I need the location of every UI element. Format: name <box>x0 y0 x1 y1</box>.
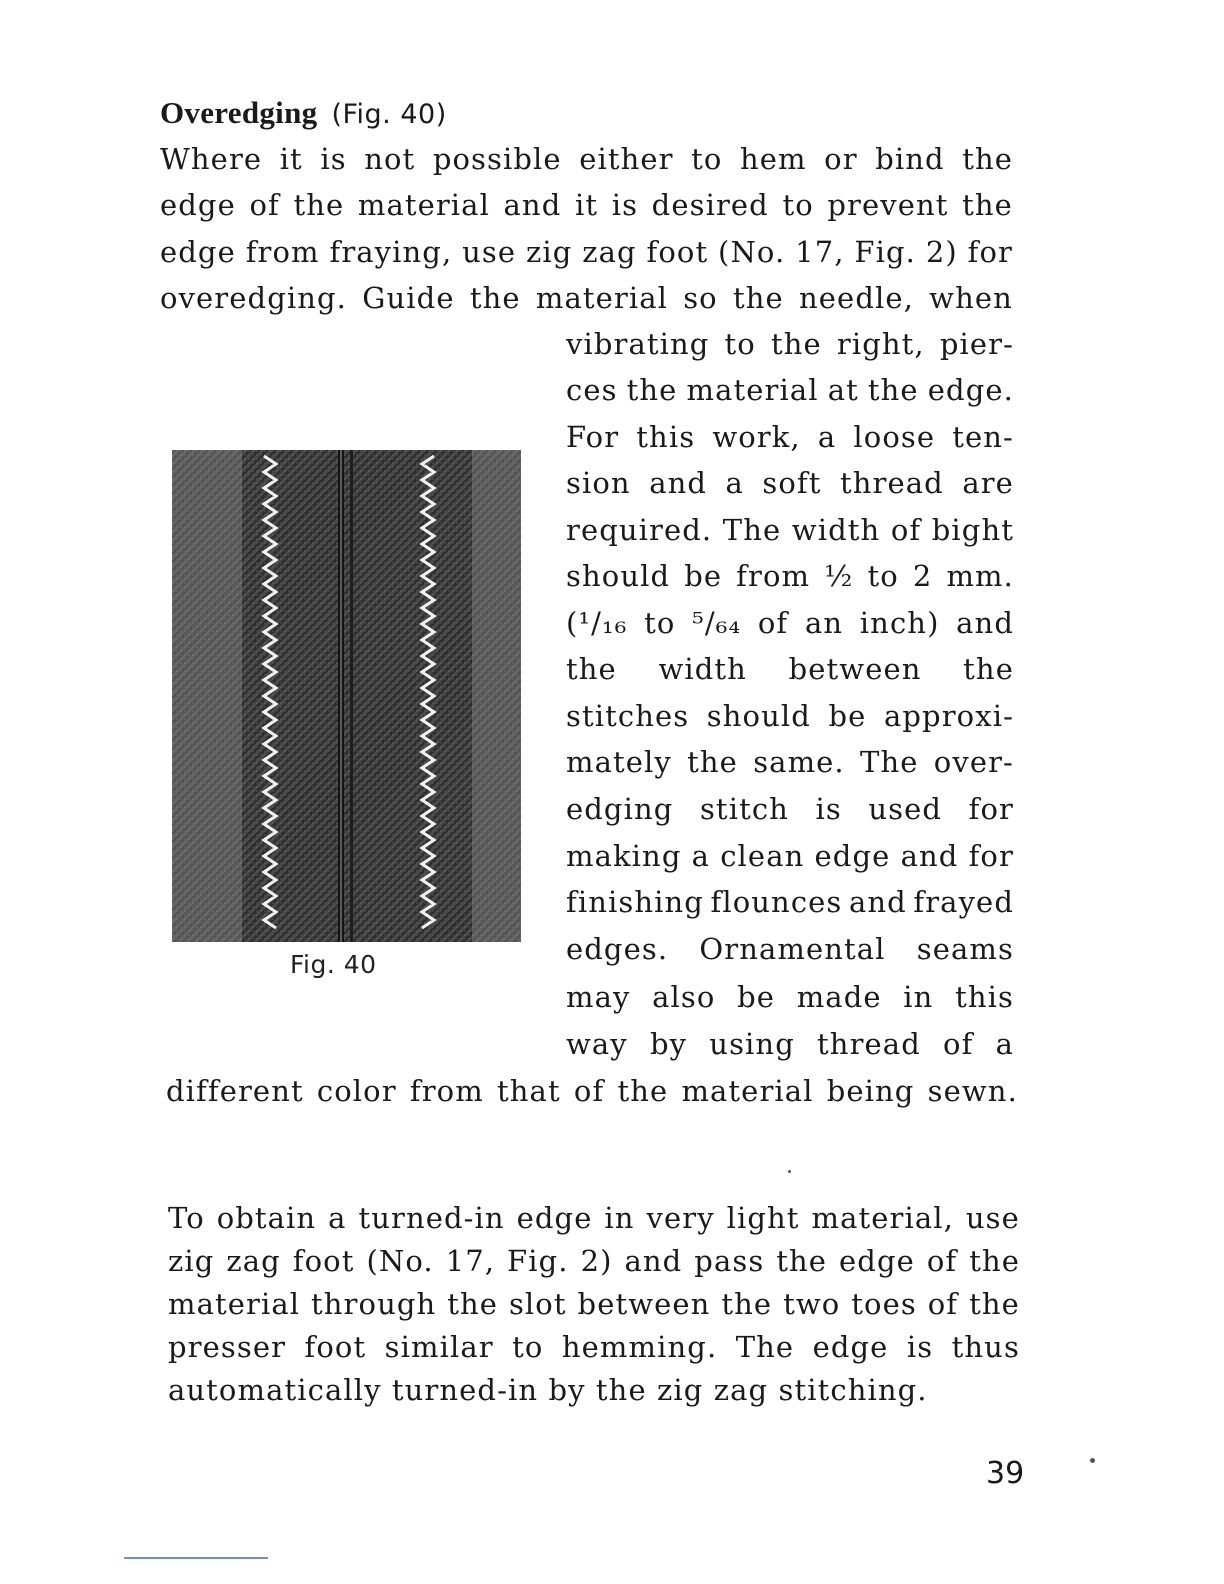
body-line <box>566 1027 1014 1061</box>
body-line <box>160 235 1013 269</box>
word: use <box>462 235 517 269</box>
word: edge <box>516 1201 593 1235</box>
word: possible <box>432 142 562 176</box>
word: presser <box>168 1330 287 1364</box>
word: (No. <box>718 235 786 269</box>
body-line <box>160 188 1013 222</box>
word: a <box>691 839 711 873</box>
word: the <box>447 1287 499 1321</box>
word: be <box>737 980 776 1014</box>
word: ces <box>566 373 618 407</box>
body-line <box>566 699 1014 733</box>
word: when <box>929 281 1013 315</box>
body-line <box>566 513 1014 547</box>
body-line <box>166 1074 1018 1108</box>
word: hem <box>739 142 807 176</box>
word: foot <box>304 1330 367 1364</box>
word: color <box>316 1074 397 1108</box>
word: over- <box>933 745 1014 779</box>
word: The <box>860 745 919 779</box>
word: edge <box>814 839 891 873</box>
word: inch) <box>859 606 940 640</box>
word: should <box>566 559 671 593</box>
word: to <box>691 142 723 176</box>
word: edge <box>160 188 236 222</box>
word: To <box>168 1201 205 1235</box>
word: sewn. <box>927 1074 1018 1108</box>
word: mately <box>566 745 672 779</box>
word: to <box>724 327 756 361</box>
word: the <box>626 373 678 407</box>
word: and <box>900 839 959 873</box>
word: and <box>956 606 1014 640</box>
word: of <box>890 513 922 547</box>
word: the <box>721 1287 773 1321</box>
word: use <box>965 1201 1020 1235</box>
word: Where <box>160 142 263 176</box>
word: ten- <box>952 420 1014 454</box>
word: The <box>722 513 782 547</box>
word: in <box>903 980 934 1014</box>
word: edging <box>566 792 674 826</box>
word: right, <box>836 327 925 361</box>
word: that <box>497 1074 561 1108</box>
word: by <box>649 1027 688 1061</box>
body-line <box>566 652 1014 686</box>
word: the <box>469 281 521 315</box>
word: finishing <box>566 885 704 919</box>
word: made <box>796 980 882 1014</box>
word: thread <box>817 1027 921 1061</box>
word: obtain <box>216 1201 317 1235</box>
word: from <box>245 235 320 269</box>
word: of <box>573 1074 605 1108</box>
word: Fig. <box>507 1244 569 1278</box>
word: between <box>577 1287 711 1321</box>
word: for <box>968 839 1014 873</box>
word: flounces <box>710 885 843 919</box>
word: edge <box>839 1244 915 1278</box>
body-line <box>160 281 1013 315</box>
word: hemming. <box>561 1330 718 1364</box>
word: zig <box>525 235 573 269</box>
word: the <box>969 1287 1020 1321</box>
word: foot <box>646 235 709 269</box>
word: sion <box>566 466 631 500</box>
word: work, <box>712 420 801 454</box>
word: way <box>566 1027 628 1061</box>
word: the <box>969 1244 1020 1278</box>
heading-figure-ref: (Fig. 40) <box>331 99 447 130</box>
word: bind <box>875 142 945 176</box>
word: edge. <box>927 373 1014 407</box>
word: zig <box>168 1244 215 1278</box>
word: desired <box>651 188 769 222</box>
word: Fig. <box>854 235 916 269</box>
word: is <box>906 1330 934 1364</box>
word: ½ <box>824 559 854 593</box>
word: this <box>636 420 696 454</box>
word: frayed <box>913 885 1014 919</box>
word: prevent <box>827 188 949 222</box>
word: thus <box>951 1330 1020 1364</box>
word: for <box>967 235 1013 269</box>
word: of <box>926 1244 958 1278</box>
word: to <box>867 559 899 593</box>
body-line <box>168 1330 1020 1364</box>
page-number: 39 <box>986 1456 1025 1491</box>
word: the <box>732 281 784 315</box>
word: a <box>817 420 837 454</box>
word: same. <box>753 745 845 779</box>
word: vibrating <box>566 327 710 361</box>
word: (¹/₁₆ <box>566 606 628 640</box>
word: the <box>770 327 822 361</box>
word: width <box>658 652 747 686</box>
word: it <box>574 188 599 222</box>
word: an <box>804 606 844 640</box>
word: 17, <box>795 235 845 269</box>
body-line <box>566 839 1014 873</box>
word: or <box>824 142 858 176</box>
body-line <box>566 885 1014 919</box>
figure-40-image <box>172 450 521 942</box>
word: the <box>566 652 617 686</box>
footer-rule <box>124 1557 268 1559</box>
word: bight <box>931 513 1014 547</box>
body-line <box>566 980 1014 1014</box>
word: material, <box>811 1201 954 1235</box>
word: two <box>783 1287 841 1321</box>
word: 2 <box>912 559 933 593</box>
body-line <box>168 1244 1020 1278</box>
word: different <box>166 1074 304 1108</box>
word: The <box>735 1330 795 1364</box>
scan-speck <box>1090 1458 1095 1463</box>
word: Guide <box>362 281 455 315</box>
word: required. <box>566 513 713 547</box>
word: slot <box>508 1287 567 1321</box>
word: from <box>736 559 811 593</box>
word: from <box>409 1074 484 1108</box>
word: Ornamental <box>699 932 886 966</box>
word: zag <box>226 1244 281 1278</box>
word: this <box>955 980 1014 1014</box>
body-line <box>566 466 1014 500</box>
word: of <box>927 1287 959 1321</box>
word: and <box>624 1244 683 1278</box>
word: a <box>995 1027 1014 1061</box>
word: through <box>311 1287 437 1321</box>
word: (No. <box>366 1244 434 1278</box>
scan-speck <box>788 1170 791 1173</box>
word: the <box>962 142 1013 176</box>
word: to <box>644 606 676 640</box>
body-line <box>566 745 1014 779</box>
word: and <box>649 466 708 500</box>
word: so <box>683 281 718 315</box>
word: either <box>579 142 674 176</box>
word: edge <box>160 235 236 269</box>
word: the <box>962 188 1013 222</box>
word: should <box>706 699 811 733</box>
figure-caption: Fig. 40 <box>290 950 377 979</box>
word: using <box>709 1027 795 1061</box>
word: a <box>328 1201 347 1235</box>
word: used <box>868 792 943 826</box>
word: of <box>249 188 280 222</box>
body-line <box>168 1201 1020 1235</box>
word: a <box>725 466 744 500</box>
body-line <box>566 373 1014 407</box>
word: to <box>782 188 814 222</box>
word: material <box>168 1287 301 1321</box>
word: similar <box>384 1330 494 1364</box>
body-line <box>566 420 1014 454</box>
word: be <box>684 559 723 593</box>
word: is <box>815 792 842 826</box>
word: light <box>726 1201 800 1235</box>
word: of <box>943 1027 974 1061</box>
body-line <box>566 606 1014 640</box>
word: being <box>826 1074 915 1108</box>
word: material <box>535 281 668 315</box>
word: approxi- <box>884 699 1014 733</box>
word: to <box>512 1330 544 1364</box>
word: zag <box>582 235 637 269</box>
word: ⁵/₆₄ <box>692 606 742 640</box>
word: For <box>566 420 620 454</box>
word: foot <box>292 1244 355 1278</box>
word: the <box>617 1074 669 1108</box>
word: be <box>828 699 867 733</box>
word: material <box>357 188 490 222</box>
body-line <box>160 142 1013 176</box>
word: in <box>604 1201 635 1235</box>
word: pass <box>694 1244 765 1278</box>
word: may <box>566 980 631 1014</box>
word: edge <box>812 1330 889 1364</box>
word: material <box>681 1074 814 1108</box>
word: at <box>827 373 859 407</box>
word: very <box>646 1201 715 1235</box>
word: thread <box>840 466 944 500</box>
word: 2) <box>925 235 958 269</box>
word: the <box>776 1244 828 1278</box>
word: stitch <box>699 792 789 826</box>
word: pier- <box>939 327 1014 361</box>
body-line <box>566 792 1014 826</box>
word: mm. <box>946 559 1014 593</box>
heading-title: Overedging <box>160 95 318 130</box>
word: clean <box>720 839 805 873</box>
word: not <box>364 142 416 176</box>
word: seams <box>916 932 1014 966</box>
word: is <box>611 188 639 222</box>
word: needle, <box>799 281 914 315</box>
word: fraying, <box>329 235 453 269</box>
word: the <box>963 652 1014 686</box>
word: edges. <box>566 932 669 966</box>
word: width <box>791 513 881 547</box>
word: loose <box>853 420 936 454</box>
word: making <box>566 839 682 873</box>
body-line: automatically turned-in by the zig zag stitching. <box>168 1373 928 1407</box>
word: overedging. <box>160 281 347 315</box>
body-line <box>566 932 1014 966</box>
word: the <box>293 188 345 222</box>
body-line <box>566 559 1014 593</box>
body-line <box>566 327 1014 361</box>
word: 17, <box>445 1244 496 1278</box>
word: material <box>686 373 819 407</box>
word: stitches <box>566 699 690 733</box>
word: the <box>867 373 919 407</box>
word: between <box>788 652 922 686</box>
word: the <box>687 745 738 779</box>
word: and <box>503 188 562 222</box>
word: for <box>968 792 1014 826</box>
word: turned-in <box>358 1201 505 1235</box>
word: it <box>279 142 303 176</box>
word: also <box>652 980 716 1014</box>
word: and <box>848 885 907 919</box>
word: are <box>962 466 1014 500</box>
word: of <box>757 606 789 640</box>
section-heading <box>160 96 447 132</box>
word: is <box>320 142 347 176</box>
word: 2) <box>580 1244 613 1278</box>
body-line <box>168 1287 1020 1321</box>
word: toes <box>851 1287 917 1321</box>
word: soft <box>762 466 822 500</box>
